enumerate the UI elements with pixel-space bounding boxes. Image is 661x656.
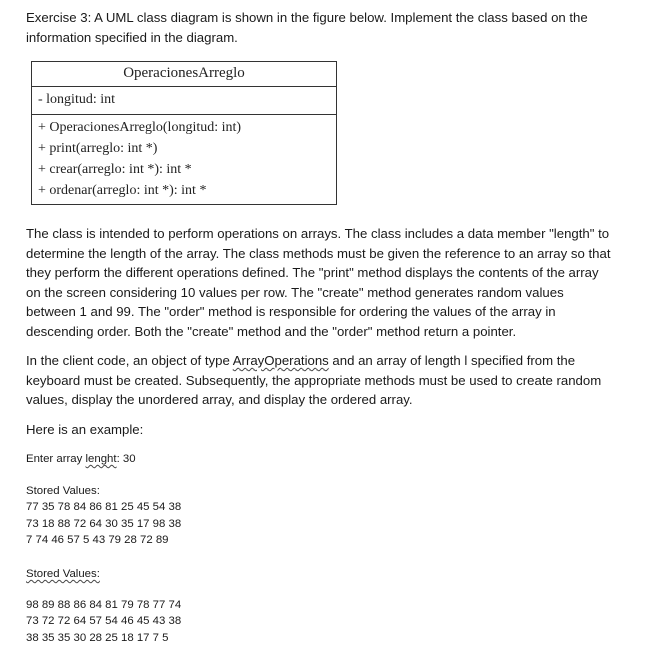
client-line-3: values, display the unordered array, and display the ordered array. [26, 392, 413, 407]
description-line: determine the length of the array. The class methods must be given the reference to an array so that [26, 245, 611, 261]
stored-values-unordered [26, 483, 181, 548]
uml-methods [32, 115, 336, 204]
values-row: 98 89 88 86 84 81 79 78 77 74 [26, 599, 182, 611]
prompt-post: : 30 [116, 453, 136, 465]
exercise-line-2: information specified in the diagram. [26, 29, 238, 45]
exercise-line-1: Exercise 3: A UML class diagram is shown in the figure below. Implement the class based on the [26, 10, 588, 25]
values-row: 38 35 35 30 28 25 18 17 7 5 [26, 631, 169, 644]
stored-values-label: Stored Values: [26, 568, 100, 580]
exercise-statement [26, 8, 636, 47]
uml-class-name: OperacionesArreglo [32, 62, 336, 87]
uml-method-ordenar: + ordenar(arreglo: int *): int * [38, 183, 207, 198]
description-line: descending order. Both the "create" method and the "order" method return a pointer. [26, 323, 517, 339]
class-description [26, 224, 636, 341]
stored-values-ordered-label [26, 566, 100, 582]
description-line: The class is intended to perform operations on arrays. The class includes a data member "length" to [26, 226, 610, 241]
values-row: 77 35 78 84 86 81 25 45 54 38 [26, 501, 182, 514]
example-heading: Here is an example: [26, 422, 144, 437]
stored-values-ordered [26, 597, 181, 646]
uml-class-diagram [31, 61, 337, 205]
description-line: they perform the different operations defined. The "print" method displays the contents of the array [26, 265, 599, 280]
uml-method-crear: + crear(arreglo: int *): int * [38, 162, 192, 177]
uml-method-constructor: + OperacionesArreglo(longitud: int) [38, 120, 242, 135]
stored-values-label: Stored Values: [26, 485, 100, 497]
array-operations-term: ArrayOperations [232, 353, 329, 368]
uml-attribute: - longitud: int [38, 92, 115, 107]
prompt-pre: Enter array [26, 453, 86, 465]
uml-attributes [32, 87, 336, 115]
prompt-misspelled-word: lenght [85, 453, 117, 465]
values-row: 7 74 46 57 5 43 79 28 72 89 [26, 533, 169, 546]
values-row: 73 72 72 64 57 54 46 45 43 38 [26, 615, 182, 628]
client-line-2: keyboard must be created. Subsequently, the appropriate methods must be used to create random [26, 372, 602, 388]
description-line: on the screen considering 10 values per row. The "create" method generates random values [26, 284, 564, 300]
client-line-1-post: and an array of length l specified from the [328, 353, 576, 368]
client-line-1 [26, 351, 636, 371]
client-line-1-pre: In the client code, an object of type [26, 353, 233, 368]
example-prompt [26, 451, 136, 467]
values-row: 73 18 88 72 64 30 35 17 98 38 [26, 517, 182, 530]
description-line: between 1 and 99. The "order" method is responsible for ordering the values of the array in [26, 304, 556, 319]
uml-method-print: + print(arreglo: int *) [38, 141, 158, 156]
client-code-instructions [26, 351, 636, 410]
